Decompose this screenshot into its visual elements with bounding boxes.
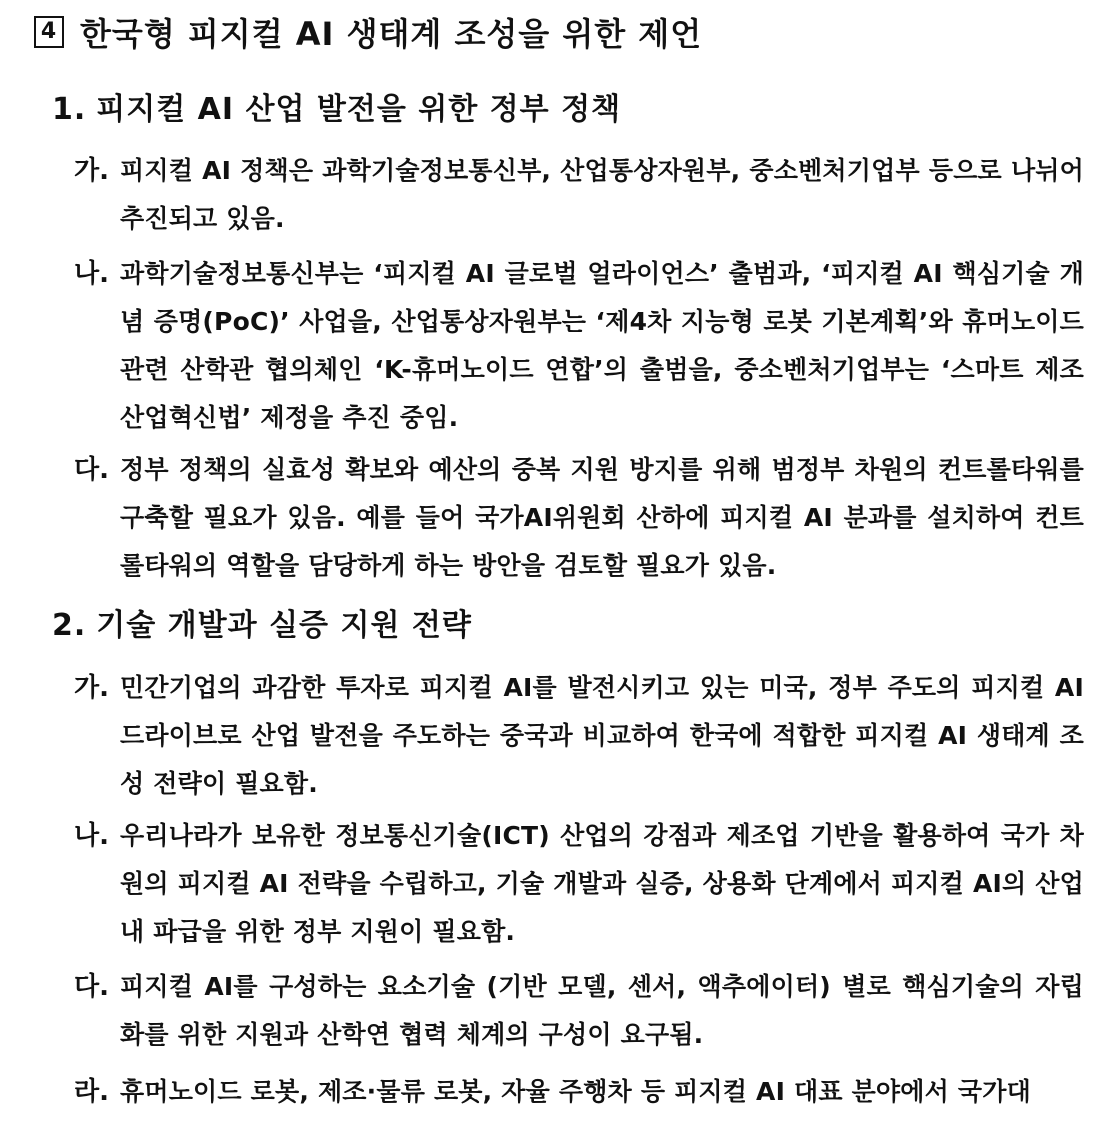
chapter-number-box: 4: [34, 16, 64, 48]
section-title: 기술 개발과 실증 지원 전략: [96, 608, 472, 643]
list-item: [74, 446, 1084, 590]
list-item-marker: 다.: [74, 972, 109, 1002]
list-item: [74, 664, 1084, 808]
list-item-text: 정부 정책의 실효성 확보와 예산의 중복 지원 방지를 위해 범정부 차원의 컨트롤타워를 구축할 필요가 있음. 예를 들어 국가AI위원회 산하에 피지컬 AI 분과를 설치하여 컨트롤타워의 역할을 담당하게 하는 방안을 검토할 필요가 있음.: [120, 455, 1084, 580]
list-item-text: 우리나라가 보유한 정보통신기술(ICT) 산업의 강점과 제조업 기반을 활용하여 국가 차원의 피지컬 AI 전략을 수립하고, 기술 개발과 실증, 상용화 단계에서 피지컬 AI의 산업 내 파급을 위한 정부 지원이 필요함.: [120, 821, 1084, 946]
section-heading-2: [52, 600, 472, 644]
list-item-marker: 나.: [74, 821, 109, 851]
list-item-marker: 가.: [74, 673, 109, 703]
list-item-marker: 라.: [74, 1077, 109, 1107]
section-number: 2.: [52, 608, 87, 643]
list-item: [74, 147, 1084, 243]
list-item: [74, 250, 1084, 442]
list-item-text: 피지컬 AI 정책은 과학기술정보통신부, 산업통상자원부, 중소벤처기업부 등으로 나뉘어 추진되고 있음.: [120, 156, 1084, 233]
list-item-text: 과학기술정보통신부는 ‘피지컬 AI 글로벌 얼라이언스’ 출범과, ‘피지컬 AI 핵심기술 개념 증명(PoC)’ 사업을, 산업통상자원부는 ‘제4차 지능형 로봇 기본계획’와 휴머노이드 관련 산학관 협의체인 ‘K-휴머노이드 연합’의 출범을, 중소벤처기업부는 ‘스마트 제조 산업혁신법’ 제정을 추진 중임.: [120, 259, 1084, 432]
list-item-marker: 다.: [74, 455, 109, 485]
list-item-text: 민간기업의 과감한 투자로 피지컬 AI를 발전시키고 있는 미국, 정부 주도의 피지컬 AI 드라이브로 산업 발전을 주도하는 중국과 비교하여 한국에 적합한 피지컬 AI 생태계 조성 전략이 필요함.: [120, 673, 1084, 798]
list-item-marker: 가.: [74, 156, 109, 186]
section-number: 1.: [52, 92, 87, 127]
list-item-text: 피지컬 AI를 구성하는 요소기술 (기반 모델, 센서, 액추에이터) 별로 핵심기술의 자립화를 위한 지원과 산학연 협력 체계의 구성이 요구됨.: [120, 972, 1084, 1049]
chapter-heading: [34, 10, 702, 54]
list-item-marker: 나.: [74, 259, 109, 289]
section-heading-1: [52, 84, 621, 128]
list-item: [74, 1068, 1084, 1116]
list-item-text: 휴머노이드 로봇, 제조·물류 로봇, 자율 주행차 등 피지컬 AI 대표 분야에서 국가대: [120, 1077, 1031, 1106]
chapter-title: 한국형 피지컬 AI 생태계 조성을 위한 제언: [80, 15, 703, 53]
list-item: [74, 812, 1084, 956]
list-item: [74, 963, 1084, 1059]
section-title: 피지컬 AI 산업 발전을 위한 정부 정책: [96, 92, 622, 127]
